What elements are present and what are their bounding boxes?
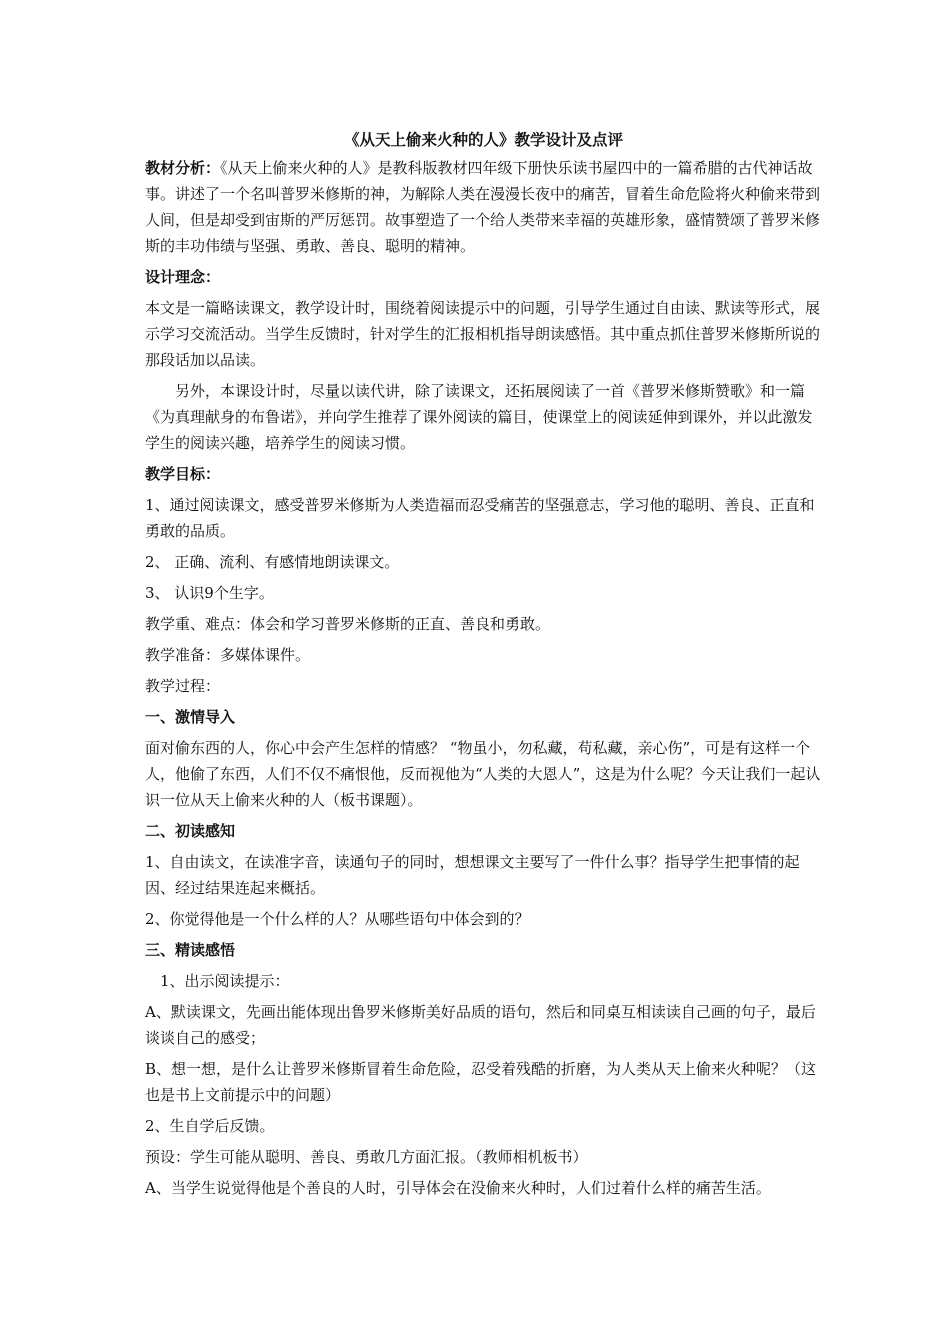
teaching-preparation: 教学准备：多媒体课件。 xyxy=(145,646,311,664)
teaching-goal-1: 1、通过阅读课文，感受普罗米修斯为人类造福而忍受痛苦的坚强意志，学习他的聪明、善良、正直和勇敢的品质。 xyxy=(145,496,815,540)
teaching-goal-2: 2、 正确、流利、有感情地朗读课文。 xyxy=(145,553,400,571)
section-3-item-a: A、默读课文，先画出能体现出鲁罗米修斯美好品质的语句，然后和同桌互相读读自己画的句子，最后谈谈自己的感受； xyxy=(145,1003,816,1047)
design-concept-label: 设计理念： xyxy=(145,268,221,286)
textbook-analysis-label: 教材分析： xyxy=(145,159,221,177)
textbook-analysis xyxy=(145,155,822,259)
section-3-item-a2: A、当学生说觉得他是个善良的人时，引导体会在没偷来火种时，人们过着什么样的痛苦生活。 xyxy=(145,1179,771,1197)
section-2-paragraph-1: 1、自由读文，在读准字音，读通句子的同时，想想课文主要写了一件什么事？指导学生把事情的起因、经过结果连起来概括。 xyxy=(145,853,800,897)
section-3-preset: 预设：学生可能从聪明、善良、勇敢几方面汇报。（教师相机板书） xyxy=(145,1148,588,1166)
teaching-process-label: 教学过程： xyxy=(145,677,221,695)
section-heading-1: 一、激情导入 xyxy=(145,708,236,726)
section-3-item-b: B、想一想，是什么让普罗米修斯冒着生命危险，忍受着残酷的折磨，为人类从天上偷来火种呢？（这也是书上文前提示中的问题） xyxy=(145,1060,817,1104)
design-concept-paragraph-2: 另外，本课设计时，尽量以读代讲，除了读课文，还拓展阅读了一首《普罗米修斯赞歌》和一篇《为真理献身的布鲁诺》，并向学生推荐了课外阅读的篇目，使课堂上的阅读延伸到课外，并以此激发学生的阅读兴趣，培养学生的阅读习惯。 xyxy=(145,382,813,452)
section-heading-2: 二、初读感知 xyxy=(145,822,236,840)
section-heading-3: 三、精读感悟 xyxy=(145,941,236,959)
key-points: 教学重、难点：体会和学习普罗米修斯的正直、善良和勇敢。 xyxy=(145,615,551,633)
document-title: 《从天上偷来火种的人》教学设计及点评 xyxy=(343,131,623,149)
teaching-goals-label: 教学目标： xyxy=(145,465,221,483)
section-3-feedback: 2、生自学后反馈。 xyxy=(145,1117,275,1135)
section-1-text: 面对偷东西的人，你心中会产生怎样的情感？ “物虽小，勿私藏，苟私藏，亲心伤”，可是有这样一个人，他偷了东西，人们不仅不痛恨他，反而视他为“人类的大恩人”，这是为什么呢？今天让我们一起认识一位从天上偷来火种的人（板书课题）。 xyxy=(145,739,821,809)
design-concept-paragraph-1: 本文是一篇略读课文，教学设计时，围绕着阅读提示中的问题，引导学生通过自由读、默读等形式，展示学习交流活动。当学生反馈时，针对学生的汇报相机指导朗读感悟。其中重点抓住普罗米修斯所说的那段话加以品读。 xyxy=(145,299,821,369)
section-2-paragraph-2: 2、你觉得他是一个什么样的人？从哪些语句中体会到的？ xyxy=(145,910,530,928)
section-3-prompt: 1、出示阅读提示： xyxy=(160,972,290,990)
textbook-analysis-text: 《从天上偷来火种的人》是教科版教材四年级下册快乐读书屋四中的一篇希腊的古代神话故事。讲述了一个名叫普罗米修斯的神，为解除人类在漫漫长夜中的痛苦，冒着生命危险将火种偷来带到人间，但是却受到宙斯的严厉惩罚。故事塑造了一个给人类带来幸福的英雄形象，盛情赞颂了普罗米修斯的丰功伟绩与坚强、勇敢、善良、聪明的精神。 xyxy=(145,159,821,255)
teaching-goal-3: 3、 认识9个生字。 xyxy=(145,584,274,602)
